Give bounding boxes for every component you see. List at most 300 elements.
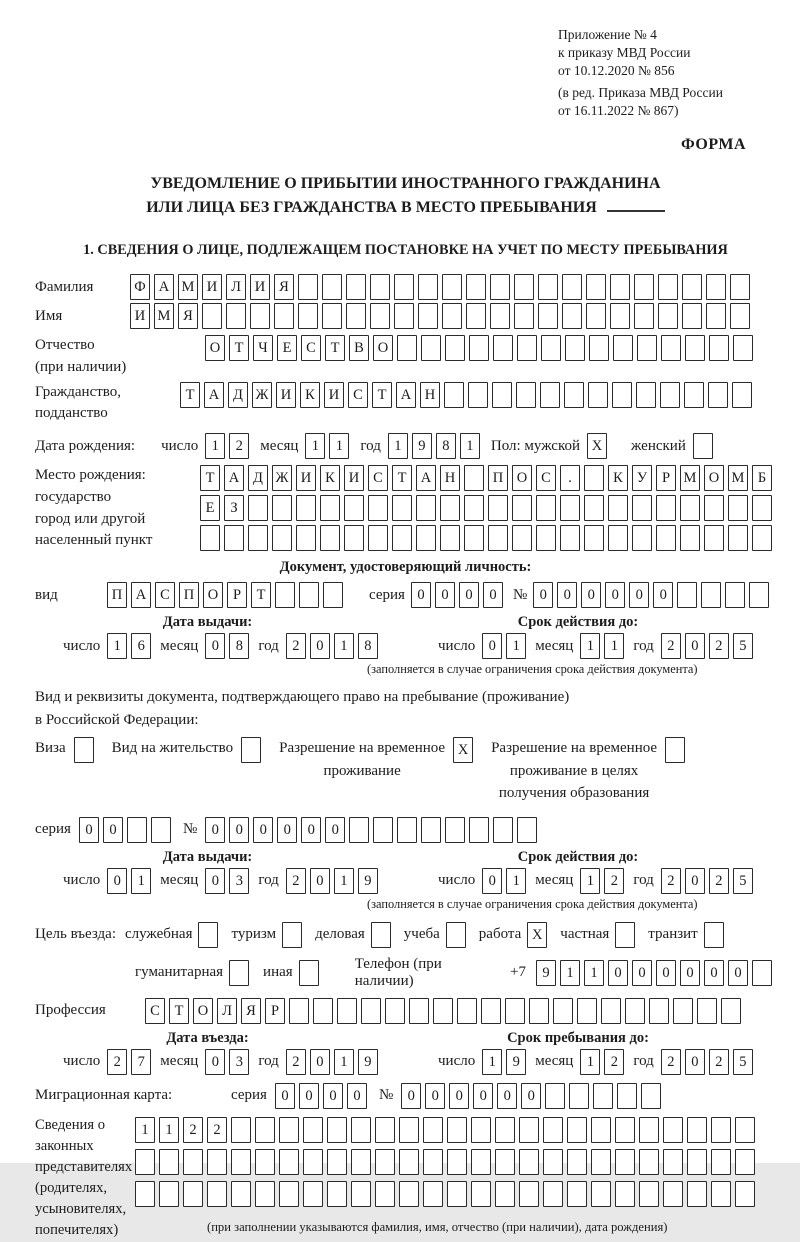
form-cell[interactable]: О: [373, 335, 393, 361]
form-cell[interactable]: В: [349, 335, 369, 361]
purpose-humanitarian-checkbox[interactable]: [229, 960, 249, 986]
form-cell[interactable]: А: [131, 582, 151, 608]
form-cell[interactable]: [586, 274, 606, 300]
form-cell[interactable]: [649, 998, 669, 1024]
form-cell[interactable]: [303, 1181, 323, 1207]
form-cell[interactable]: [637, 335, 657, 361]
form-cell[interactable]: [636, 382, 656, 408]
form-cell[interactable]: [577, 998, 597, 1024]
form-cell[interactable]: [346, 274, 366, 300]
form-cell[interactable]: [732, 382, 752, 408]
form-cell[interactable]: [725, 582, 745, 608]
form-cell[interactable]: 1: [305, 433, 325, 459]
education-residence-checkbox[interactable]: [665, 737, 685, 763]
form-cell[interactable]: [615, 1149, 635, 1175]
form-cell[interactable]: З: [224, 495, 244, 521]
form-cell[interactable]: [562, 274, 582, 300]
form-cell[interactable]: [416, 495, 436, 521]
form-cell[interactable]: Л: [217, 998, 237, 1024]
form-cell[interactable]: [183, 1149, 203, 1175]
form-cell[interactable]: [466, 274, 486, 300]
form-cell[interactable]: [608, 495, 628, 521]
form-cell[interactable]: 0: [608, 960, 628, 986]
form-cell[interactable]: Р: [227, 582, 247, 608]
form-cell[interactable]: Т: [180, 382, 200, 408]
form-cell[interactable]: 0: [459, 582, 479, 608]
form-cell[interactable]: 5: [733, 633, 753, 659]
form-cell[interactable]: 2: [604, 1049, 624, 1075]
form-cell[interactable]: 6: [131, 633, 151, 659]
form-cell[interactable]: [680, 525, 700, 551]
form-cell[interactable]: [612, 382, 632, 408]
form-cell[interactable]: С: [301, 335, 321, 361]
form-cell[interactable]: [320, 525, 340, 551]
form-cell[interactable]: 1: [604, 633, 624, 659]
form-cell[interactable]: [519, 1117, 539, 1143]
form-cell[interactable]: [255, 1149, 275, 1175]
form-cell[interactable]: П: [488, 465, 508, 491]
form-cell[interactable]: [615, 1181, 635, 1207]
form-cell[interactable]: [337, 998, 357, 1024]
form-cell[interactable]: [447, 1117, 467, 1143]
form-cell[interactable]: [567, 1181, 587, 1207]
form-cell[interactable]: Т: [325, 335, 345, 361]
form-cell[interactable]: [569, 1083, 589, 1109]
form-cell[interactable]: О: [205, 335, 225, 361]
form-cell[interactable]: 0: [629, 582, 649, 608]
form-cell[interactable]: 0: [680, 960, 700, 986]
form-cell[interactable]: [392, 525, 412, 551]
form-cell[interactable]: [423, 1181, 443, 1207]
form-cell[interactable]: [685, 335, 705, 361]
form-cell[interactable]: [567, 1117, 587, 1143]
form-cell[interactable]: [682, 274, 702, 300]
form-cell[interactable]: [634, 303, 654, 329]
form-cell[interactable]: [708, 382, 728, 408]
form-cell[interactable]: 9: [506, 1049, 526, 1075]
form-cell[interactable]: Е: [200, 495, 220, 521]
form-cell[interactable]: [601, 998, 621, 1024]
form-cell[interactable]: С: [536, 465, 556, 491]
form-cell[interactable]: [248, 525, 268, 551]
form-cell[interactable]: [351, 1181, 371, 1207]
form-cell[interactable]: 1: [482, 1049, 502, 1075]
form-cell[interactable]: [711, 1181, 731, 1207]
form-cell[interactable]: [704, 525, 724, 551]
form-cell[interactable]: [320, 495, 340, 521]
form-cell[interactable]: 1: [131, 868, 151, 894]
form-cell[interactable]: [440, 495, 460, 521]
form-cell[interactable]: [488, 525, 508, 551]
form-cell[interactable]: [207, 1181, 227, 1207]
form-cell[interactable]: 2: [107, 1049, 127, 1075]
form-cell[interactable]: 0: [482, 633, 502, 659]
form-cell[interactable]: [344, 495, 364, 521]
form-cell[interactable]: 9: [358, 1049, 378, 1075]
form-cell[interactable]: [385, 998, 405, 1024]
form-cell[interactable]: И: [296, 465, 316, 491]
form-cell[interactable]: [709, 335, 729, 361]
form-cell[interactable]: 0: [277, 817, 297, 843]
form-cell[interactable]: [349, 817, 369, 843]
form-cell[interactable]: [553, 998, 573, 1024]
form-cell[interactable]: И: [276, 382, 296, 408]
form-cell[interactable]: [752, 495, 772, 521]
form-cell[interactable]: [663, 1149, 683, 1175]
form-cell[interactable]: [279, 1149, 299, 1175]
form-cell[interactable]: [490, 303, 510, 329]
form-cell[interactable]: [471, 1117, 491, 1143]
form-cell[interactable]: [394, 303, 414, 329]
form-cell[interactable]: 5: [733, 868, 753, 894]
form-cell[interactable]: 0: [449, 1083, 469, 1109]
form-cell[interactable]: [488, 495, 508, 521]
form-cell[interactable]: [200, 525, 220, 551]
form-cell[interactable]: Б: [752, 465, 772, 491]
form-cell[interactable]: А: [154, 274, 174, 300]
form-cell[interactable]: [658, 303, 678, 329]
form-cell[interactable]: [721, 998, 741, 1024]
form-cell[interactable]: [274, 303, 294, 329]
form-cell[interactable]: [660, 382, 680, 408]
form-cell[interactable]: Я: [178, 303, 198, 329]
form-cell[interactable]: [433, 998, 453, 1024]
form-cell[interactable]: Т: [169, 998, 189, 1024]
form-cell[interactable]: [493, 335, 513, 361]
form-cell[interactable]: 2: [709, 868, 729, 894]
form-cell[interactable]: [303, 1149, 323, 1175]
form-cell[interactable]: 8: [229, 633, 249, 659]
form-cell[interactable]: 0: [347, 1083, 367, 1109]
form-cell[interactable]: 1: [506, 633, 526, 659]
form-cell[interactable]: [706, 274, 726, 300]
form-cell[interactable]: 9: [412, 433, 432, 459]
form-cell[interactable]: [327, 1181, 347, 1207]
sex-female-checkbox[interactable]: [693, 433, 713, 459]
form-cell[interactable]: 1: [580, 633, 600, 659]
form-cell[interactable]: [701, 582, 721, 608]
form-cell[interactable]: О: [203, 582, 223, 608]
form-cell[interactable]: [610, 274, 630, 300]
form-cell[interactable]: [423, 1117, 443, 1143]
form-cell[interactable]: 2: [207, 1117, 227, 1143]
form-cell[interactable]: .: [560, 465, 580, 491]
form-cell[interactable]: [536, 495, 556, 521]
form-cell[interactable]: [231, 1117, 251, 1143]
form-cell[interactable]: [322, 303, 342, 329]
form-cell[interactable]: 0: [325, 817, 345, 843]
form-cell[interactable]: Ч: [253, 335, 273, 361]
form-cell[interactable]: 0: [323, 1083, 343, 1109]
form-cell[interactable]: 0: [253, 817, 273, 843]
form-cell[interactable]: 1: [584, 960, 604, 986]
form-cell[interactable]: [375, 1181, 395, 1207]
form-cell[interactable]: [564, 382, 584, 408]
form-cell[interactable]: 0: [581, 582, 601, 608]
form-cell[interactable]: [397, 335, 417, 361]
form-cell[interactable]: [733, 335, 753, 361]
form-cell[interactable]: [615, 1117, 635, 1143]
form-cell[interactable]: [584, 495, 604, 521]
form-cell[interactable]: С: [368, 465, 388, 491]
form-cell[interactable]: [536, 525, 556, 551]
form-cell[interactable]: Е: [277, 335, 297, 361]
form-cell[interactable]: [399, 1117, 419, 1143]
form-cell[interactable]: [296, 495, 316, 521]
form-cell[interactable]: 1: [460, 433, 480, 459]
form-cell[interactable]: 0: [425, 1083, 445, 1109]
form-cell[interactable]: [493, 817, 513, 843]
purpose-business-checkbox[interactable]: [198, 922, 218, 948]
form-cell[interactable]: [512, 525, 532, 551]
form-cell[interactable]: [275, 582, 295, 608]
form-cell[interactable]: [409, 998, 429, 1024]
form-cell[interactable]: 2: [286, 868, 306, 894]
form-cell[interactable]: [704, 495, 724, 521]
form-cell[interactable]: Я: [241, 998, 261, 1024]
form-cell[interactable]: [313, 998, 333, 1024]
form-cell[interactable]: 0: [632, 960, 652, 986]
form-cell[interactable]: [255, 1181, 275, 1207]
form-cell[interactable]: У: [632, 465, 652, 491]
form-cell[interactable]: [373, 817, 393, 843]
form-cell[interactable]: [610, 303, 630, 329]
form-cell[interactable]: П: [107, 582, 127, 608]
form-cell[interactable]: 2: [286, 633, 306, 659]
form-cell[interactable]: [418, 303, 438, 329]
form-cell[interactable]: 1: [205, 433, 225, 459]
form-cell[interactable]: [519, 1149, 539, 1175]
form-cell[interactable]: 2: [229, 433, 249, 459]
form-cell[interactable]: [346, 303, 366, 329]
form-cell[interactable]: [392, 495, 412, 521]
form-cell[interactable]: С: [348, 382, 368, 408]
form-cell[interactable]: [711, 1117, 731, 1143]
form-cell[interactable]: 1: [580, 1049, 600, 1075]
form-cell[interactable]: [514, 274, 534, 300]
form-cell[interactable]: К: [608, 465, 628, 491]
purpose-transit-checkbox[interactable]: [704, 922, 724, 948]
form-cell[interactable]: [468, 382, 488, 408]
form-cell[interactable]: [471, 1149, 491, 1175]
form-cell[interactable]: [224, 525, 244, 551]
form-cell[interactable]: [442, 303, 462, 329]
form-cell[interactable]: [752, 525, 772, 551]
form-cell[interactable]: 2: [183, 1117, 203, 1143]
form-cell[interactable]: [661, 335, 681, 361]
form-cell[interactable]: [613, 335, 633, 361]
form-cell[interactable]: 0: [411, 582, 431, 608]
form-cell[interactable]: [469, 335, 489, 361]
form-cell[interactable]: [490, 274, 510, 300]
form-cell[interactable]: [680, 495, 700, 521]
form-cell[interactable]: 1: [329, 433, 349, 459]
form-cell[interactable]: [289, 998, 309, 1024]
form-cell[interactable]: [322, 274, 342, 300]
form-cell[interactable]: [296, 525, 316, 551]
form-cell[interactable]: [562, 303, 582, 329]
form-cell[interactable]: Т: [251, 582, 271, 608]
form-cell[interactable]: [469, 817, 489, 843]
purpose-study-checkbox[interactable]: [446, 922, 466, 948]
form-cell[interactable]: [323, 582, 343, 608]
form-cell[interactable]: [202, 303, 222, 329]
form-cell[interactable]: [656, 525, 676, 551]
form-cell[interactable]: А: [224, 465, 244, 491]
form-cell[interactable]: [447, 1181, 467, 1207]
form-cell[interactable]: Т: [372, 382, 392, 408]
form-cell[interactable]: И: [324, 382, 344, 408]
form-cell[interactable]: [656, 495, 676, 521]
form-cell[interactable]: Р: [656, 465, 676, 491]
form-cell[interactable]: С: [145, 998, 165, 1024]
form-cell[interactable]: [584, 525, 604, 551]
form-cell[interactable]: 2: [604, 868, 624, 894]
form-cell[interactable]: 0: [107, 868, 127, 894]
form-cell[interactable]: 0: [435, 582, 455, 608]
form-cell[interactable]: [399, 1181, 419, 1207]
form-cell[interactable]: 0: [275, 1083, 295, 1109]
form-cell[interactable]: 1: [560, 960, 580, 986]
form-cell[interactable]: 3: [229, 1049, 249, 1075]
form-cell[interactable]: [416, 525, 436, 551]
form-cell[interactable]: [617, 1083, 637, 1109]
form-cell[interactable]: [303, 1117, 323, 1143]
form-cell[interactable]: Т: [229, 335, 249, 361]
form-cell[interactable]: М: [154, 303, 174, 329]
form-cell[interactable]: 0: [205, 868, 225, 894]
form-cell[interactable]: [464, 465, 484, 491]
form-cell[interactable]: [687, 1117, 707, 1143]
form-cell[interactable]: Т: [392, 465, 412, 491]
form-cell[interactable]: [517, 817, 537, 843]
form-cell[interactable]: 2: [661, 633, 681, 659]
form-cell[interactable]: [445, 817, 465, 843]
form-cell[interactable]: И: [344, 465, 364, 491]
form-cell[interactable]: [706, 303, 726, 329]
form-cell[interactable]: 1: [107, 633, 127, 659]
form-cell[interactable]: [543, 1149, 563, 1175]
form-cell[interactable]: 0: [685, 868, 705, 894]
form-cell[interactable]: 0: [521, 1083, 541, 1109]
form-cell[interactable]: [394, 274, 414, 300]
form-cell[interactable]: [735, 1149, 755, 1175]
form-cell[interactable]: [519, 1181, 539, 1207]
form-cell[interactable]: [560, 525, 580, 551]
purpose-tourism-checkbox[interactable]: [282, 922, 302, 948]
form-cell[interactable]: 0: [685, 633, 705, 659]
form-cell[interactable]: [541, 335, 561, 361]
purpose-other-checkbox[interactable]: [299, 960, 319, 986]
form-cell[interactable]: [421, 817, 441, 843]
form-cell[interactable]: Н: [420, 382, 440, 408]
form-cell[interactable]: Ж: [252, 382, 272, 408]
form-cell[interactable]: 0: [728, 960, 748, 986]
form-cell[interactable]: [370, 303, 390, 329]
form-cell[interactable]: [447, 1149, 467, 1175]
form-cell[interactable]: [279, 1117, 299, 1143]
form-cell[interactable]: О: [704, 465, 724, 491]
form-cell[interactable]: 1: [334, 1049, 354, 1075]
form-cell[interactable]: 0: [533, 582, 553, 608]
form-cell[interactable]: Л: [226, 274, 246, 300]
form-cell[interactable]: 2: [709, 1049, 729, 1075]
form-cell[interactable]: 3: [229, 868, 249, 894]
form-cell[interactable]: [538, 303, 558, 329]
form-cell[interactable]: [639, 1149, 659, 1175]
form-cell[interactable]: [255, 1117, 275, 1143]
form-cell[interactable]: [445, 335, 465, 361]
form-cell[interactable]: Ж: [272, 465, 292, 491]
form-cell[interactable]: 0: [605, 582, 625, 608]
form-cell[interactable]: [752, 960, 772, 986]
form-cell[interactable]: 0: [205, 1049, 225, 1075]
form-cell[interactable]: [231, 1181, 251, 1207]
form-cell[interactable]: 0: [79, 817, 99, 843]
form-cell[interactable]: [565, 335, 585, 361]
form-cell[interactable]: 1: [159, 1117, 179, 1143]
form-cell[interactable]: [540, 382, 560, 408]
form-cell[interactable]: Ф: [130, 274, 150, 300]
form-cell[interactable]: [127, 817, 147, 843]
form-cell[interactable]: [687, 1149, 707, 1175]
form-cell[interactable]: [344, 525, 364, 551]
form-cell[interactable]: А: [204, 382, 224, 408]
form-cell[interactable]: [586, 303, 606, 329]
form-cell[interactable]: [673, 998, 693, 1024]
form-cell[interactable]: 8: [436, 433, 456, 459]
form-cell[interactable]: М: [178, 274, 198, 300]
form-cell[interactable]: Р: [265, 998, 285, 1024]
visa-checkbox[interactable]: [74, 737, 94, 763]
form-cell[interactable]: [495, 1181, 515, 1207]
form-cell[interactable]: 0: [310, 868, 330, 894]
form-cell[interactable]: 1: [135, 1117, 155, 1143]
form-cell[interactable]: [159, 1181, 179, 1207]
form-cell[interactable]: [589, 335, 609, 361]
form-cell[interactable]: [632, 495, 652, 521]
form-cell[interactable]: Н: [440, 465, 460, 491]
form-cell[interactable]: Я: [274, 274, 294, 300]
form-cell[interactable]: 0: [653, 582, 673, 608]
form-cell[interactable]: 7: [131, 1049, 151, 1075]
form-cell[interactable]: 0: [483, 582, 503, 608]
form-cell[interactable]: [481, 998, 501, 1024]
form-cell[interactable]: [495, 1149, 515, 1175]
form-cell[interactable]: [250, 303, 270, 329]
form-cell[interactable]: [495, 1117, 515, 1143]
form-cell[interactable]: [543, 1117, 563, 1143]
form-cell[interactable]: 0: [685, 1049, 705, 1075]
form-cell[interactable]: [368, 495, 388, 521]
form-cell[interactable]: [735, 1117, 755, 1143]
form-cell[interactable]: [471, 1181, 491, 1207]
form-cell[interactable]: [560, 495, 580, 521]
form-cell[interactable]: [516, 382, 536, 408]
form-cell[interactable]: [135, 1149, 155, 1175]
form-cell[interactable]: [375, 1117, 395, 1143]
form-cell[interactable]: [183, 1181, 203, 1207]
form-cell[interactable]: 0: [301, 817, 321, 843]
form-cell[interactable]: [421, 335, 441, 361]
form-cell[interactable]: И: [130, 303, 150, 329]
form-cell[interactable]: И: [202, 274, 222, 300]
form-cell[interactable]: [440, 525, 460, 551]
purpose-work-checkbox[interactable]: X: [527, 922, 547, 948]
form-cell[interactable]: [663, 1117, 683, 1143]
form-cell[interactable]: [711, 1149, 731, 1175]
form-cell[interactable]: [207, 1149, 227, 1175]
